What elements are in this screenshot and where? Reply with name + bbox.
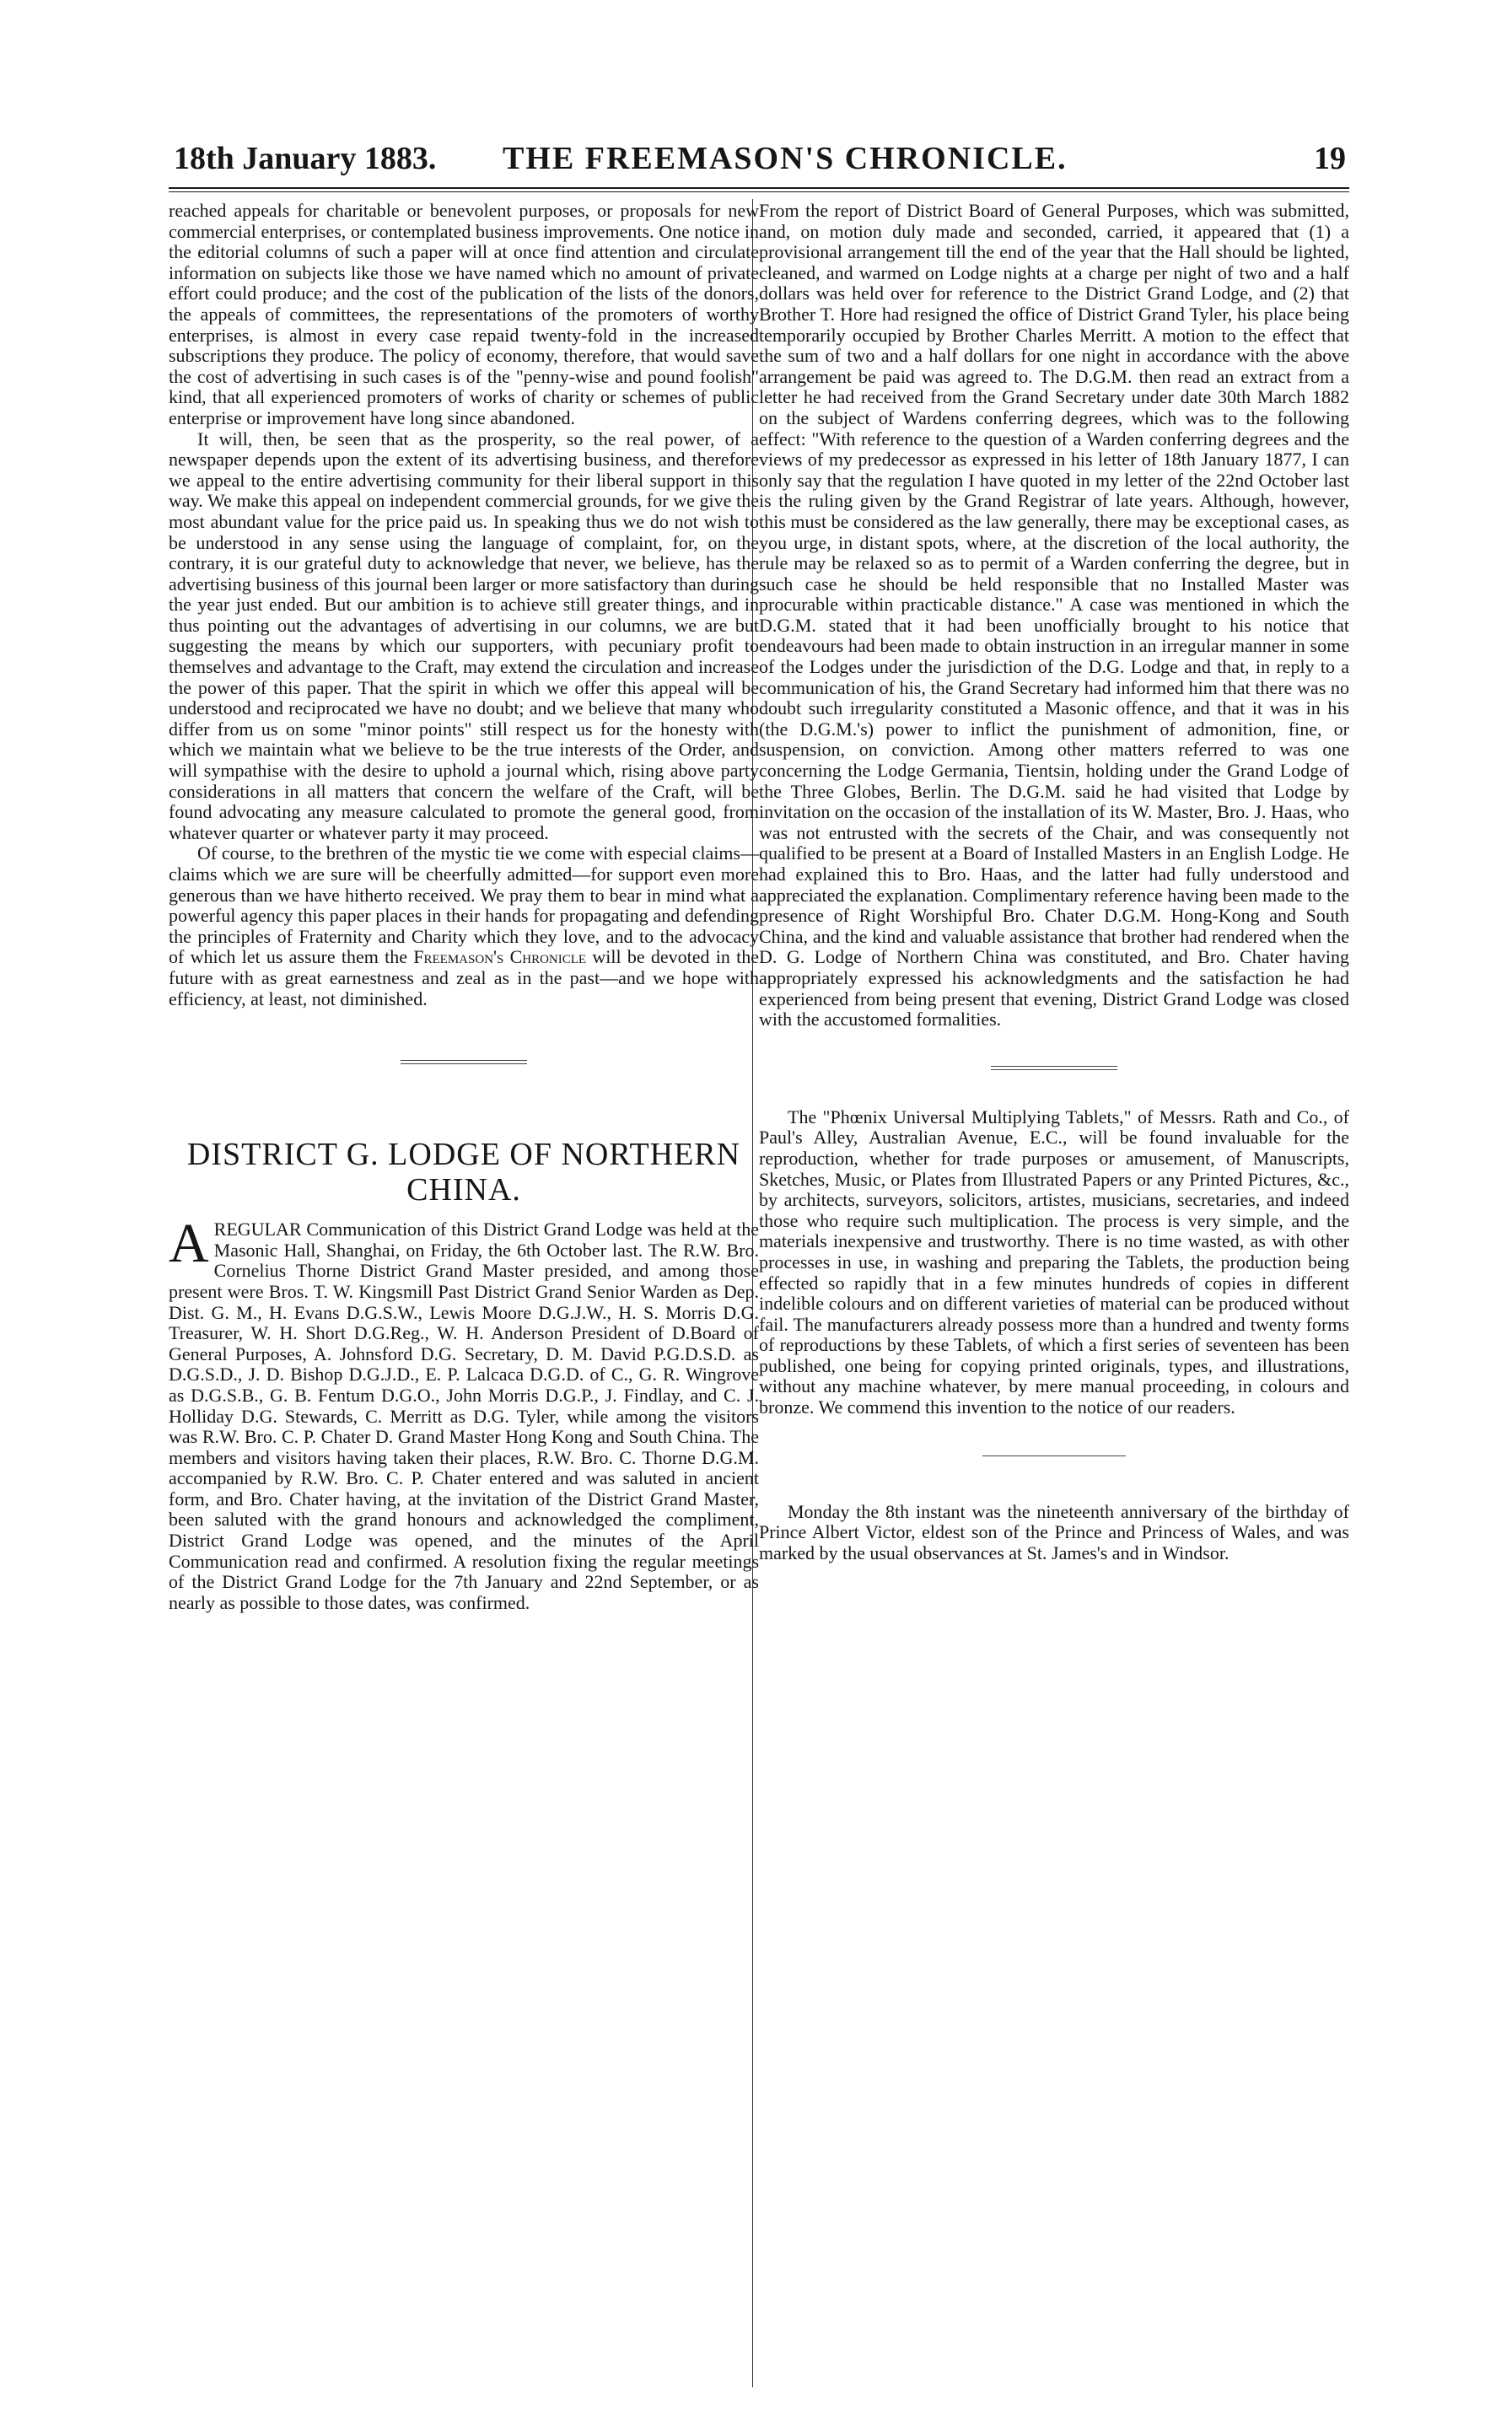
- article-paragraph: The "Phœnix Universal Multiplying Tablets," of Messrs. Rath and Co., of Paul's Alley, Australian Avenue, E.C., will be found invaluable for the reproduction, whether for trade purposes or amusement, of Manuscripts, Sketches, Music, or Plates from Illustrated Papers or any Printed Pictures, &c., by architects, surveyors, solicitors, artistes, musicians, secretaries, and indeed those who require such multiplication. The process is very simple, and the materials inexpensive and trustworthy. There is no time wasted, as with other processes in use, in washing and preparing the Tablets, the production being effected so rapidly that in a few minutes hundreds of copies in different indelible colours and on different varieties of material can be produced without fail. The manufacturers already possess more than a hundred and twenty forms of reproductions by these Tablets, of which a first series of seventeen has been published, one being for copying printed originals, types, and illustrations, without any machine whatever, by mere manual proceeding, in colours and bronze. We commend this invention to the notice of our readers.: [759, 1106, 1349, 1418]
- left-column: [169, 201, 759, 1613]
- header-rule: [169, 187, 1349, 189]
- journal-name: Freemason's Chronicle: [413, 946, 587, 968]
- drop-cap: A: [169, 1213, 209, 1275]
- page-number: 19: [1314, 141, 1346, 176]
- masthead-title: THE FREEMASON'S CHRONICLE.: [503, 141, 1068, 176]
- right-column: [759, 201, 1349, 1563]
- article-paragraph: AREGULAR Communication of this District Grand Lodge was held at the Masonic Hall, Shanghai, on Friday, the 6th October last. The R.W. Bro. Cornelius Thorne District Grand Master presided, and among those present were Bros. T. W. Kingsmill Past District Grand Senior Warden as Dep. Dist. G. M., H. Evans D.G.S.W., Lewis Moore D.G.J.W., H. S. Morris D.G. Treasurer, W. H. Short D.G.Reg., W. H. Anderson President of D.Board of General Purposes, A. Johnsford D.G. Secretary, D. M. David P.G.D.S.D. as D.G.S.D., J. D. Bishop D.G.J.D., E. P. Lalcaca D.G.D. of C., G. R. Wingrove as D.G.S.B., G. B. Fentum D.G.O., John Morris D.G.P., J. Findlay, and C. J. Holliday D.G. Stewards, C. Merritt as D.G. Tyler, while among the visitors was R.W. Bro. C. P. Chater D. Grand Master Hong Kong and South China. The members and visitors having taken their places, R.W. Bro. C. Thorne D.G.M. accompanied by R.W. Bro. C. P. Chater entered and was saluted in ancient form, and Bro. Chater having, at the invitation of the District Grand Master, been saluted with the grand honours and acknowledged the compliment, District Grand Lodge was opened, and the minutes of the April Communication read and confirmed. A resolution fixing the regular meetings of the District Grand Lodge for the 7th January and 22nd September, or as nearly as possible to those dates, was confirmed.: [169, 1213, 759, 1613]
- header-rule-thin: [169, 191, 1349, 192]
- article-paragraph: From the report of District Board of General Purposes, which was submitted, and, on motion duly made and seconded, carried, it appeared that (1) a provisional arrangement till the end of the year that the Hall should be lighted, cleaned, and warmed on Lodge nights at a charge per night of two and a half dollars was held over for reference to the District Grand Lodge, and (2) that Brother T. Hore had resigned the office of District Grand Tyler, his place being temporarily occupied by Brother Charles Merritt. A motion to the effect that the sum of two and a half dollars for one night in accordance with the above arrangement be paid was agreed to. The D.G.M. then read an extract from a letter he had received from the Grand Secretary under date 30th March 1882 on the subject of Wardens conferring degrees, which was to the following effect: "With reference to the question of a Warden conferring degrees and the views of my predecessor as expressed in his letter of 18th January 1877, I can only say that the regulation I have quoted in my letter of the 22nd October last is the ruling given by the Grand Registrar of late years. Although, however, this must be considered as the law generally, there may be exceptional cases, as you urge, in distant spots, where, at the discretion of the local authority, the rule may be relaxed so as to permit of a Warden conferring the degree, but in such case he should be held responsible that no Installed Master was procurable within practicable distance." A case was mentioned in which the D.G.M. stated that it had been unofficially brought to his notice that endeavours had been made to obtain instruction in an irregular manner in some of the Lodges under the jurisdiction of the D.G. Lodge and that, in reply to a communication of his, the Grand Secretary had informed him that there was no doubt such irregularity constituted a Masonic offence, and that it was in his (the D.G.M.'s) power to inflict the punishment of admonition, fine, or suspension, on conviction. Among other matters referred to was one concerning the Lodge Germania, Tientsin, holding under the Grand Lodge of the Three Globes, Berlin. The D.G.M. said he had visited that Lodge by invitation on the occasion of the installation of its W. Master, Bro. J. Haas, who was not entrusted with the secrets of the Chair, and was consequently not qualified to be present at a Board of Installed Masters in an English Lodge. He had explained this to Bro. Haas, and the latter had fully understood and appreciated the explanation. Complimentary reference having been made to the presence of Right Worshipful Bro. Chater D.G.M. Hong-Kong and South China, and the kind and valuable assistance that brother had rendered when the D. G. Lodge of Northern China was constituted, and Bro. Chater having appropriately expressed his acknowledgments and the satisfaction he had experienced from being present that evening, District Grand Lodge was closed with the accustomed formalities.: [759, 200, 1349, 1030]
- article-paragraph: reached appeals for charitable or benevolent purposes, or proposals for new commercial enterprises, or contemplated business improvements. One notice in the editorial columns of such a paper will at once find attention and circulate information on subjects like those we have named which no amount of private effort could produce; and the cost of the publication of the lists of the donors, the appeals of committees, the representations of the promoters of worthy enterprises, is almost in every case repaid twenty-fold in the increased subscriptions they produce. The policy of economy, therefore, that would save the cost of advertising in such cases is of the "penny-wise and pound foolish" kind, that all experienced promoters of works of charity or schemes of public enterprise or improvement have long since abandoned.: [169, 200, 759, 428]
- article-heading: DISTRICT G. LODGE OF NORTHERN CHINA.: [186, 1137, 741, 1208]
- page-header: [174, 135, 1346, 182]
- article-paragraph: Monday the 8th instant was the nineteenth anniversary of the birthday of Prince Albert Victor, eldest son of the Prince and Princess of Wales, and was marked by the usual observances at St. James's and in Windsor.: [759, 1500, 1349, 1563]
- article-paragraph: It will, then, be seen that as the prosperity, so the real power, of a newspaper depends upon the extent of its advertising business, and therefore we appeal to the entire advertising community for their liberal support in this way. We make this appeal on independent commercial grounds, for we give the most abundant value for the price paid us. In speaking thus we do not wish to be understood in any sense using the language of complaint, for, on the contrary, it is our grateful duty to acknowledge that never, we believe, has the advertising business of this journal been larger or more satisfactory than during the year just ended. But our ambition is to achieve still greater things, and in thus pointing out the advantages of advertising in our columns, we are but suggesting the means by which our supporters, with pecuniary profit to themselves and advantage to the Craft, may extend the circulation and increase the power of this paper. That the spirit in which we offer this appeal will be understood and reciprocated we have no doubt; and we believe that many who differ from us on some "minor points" still respect us for the honesty with which we maintain what we believe to be the true interests of the Order, and will sympathise with the desire to uphold a journal which, rising above party considerations in all matters that concern the welfare of the Craft, will be found advocating any measure calculated to promote the general good, from whatever quarter or whatever party it may proceed.: [169, 428, 759, 843]
- issue-date: 18th January 1883.: [174, 141, 437, 176]
- article-paragraph: Of course, to the brethren of the mystic tie we come with especial claims—claims which we are sure will be cheerfully admitted—for support even more generous than we have hitherto received. We pray them to bear in mind what a powerful agency this paper places in their hands for propagating and defending the principles of Fraternity and Charity which they love, and to the advocacy of which let us assure them the Freemason's Chronicle will be devoted in the future with as great earnestness and zeal as in the past—and we hope with efficiency, at least, not diminished.: [169, 842, 759, 1009]
